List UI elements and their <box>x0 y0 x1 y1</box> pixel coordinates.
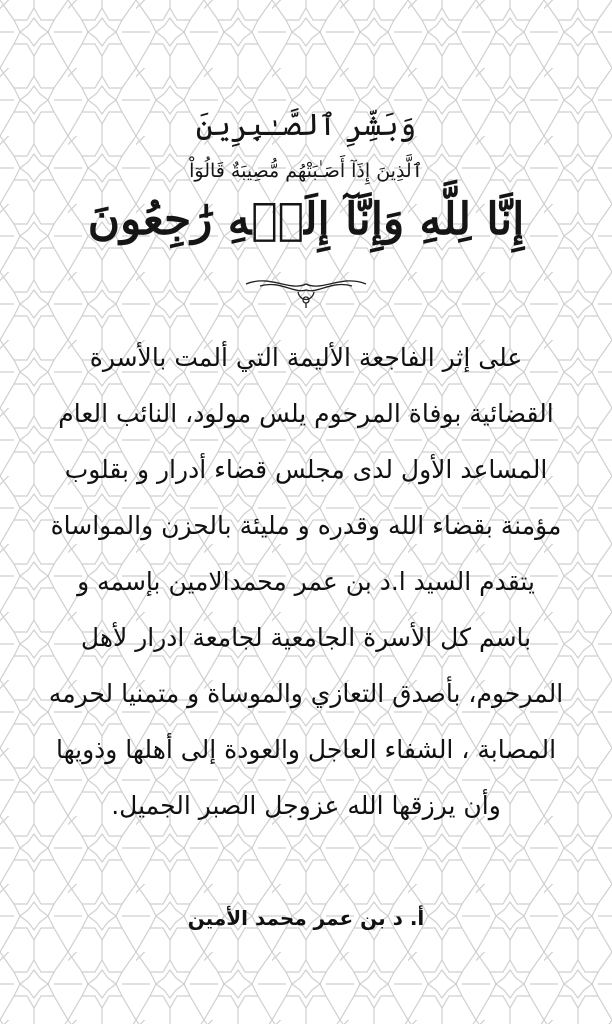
message-line: على إثر الفاجعة الأليمة التي ألمت بالأسرة <box>89 343 523 372</box>
quran-verse-line-2: ٱلَّذِينَ إِذَآ أَصَـٰبَتْهُم مُّصِيبَةٌ قَالُوٓاْ <box>189 160 423 182</box>
message-line: مؤمنة بقضاء الله وقدره و مليئة بالحزن والمواساة <box>50 511 562 540</box>
message-line: المساعد الأول لدى مجلس قضاء أدرار و بقلوب <box>64 455 548 484</box>
quran-verse-line-3: إِنَّا لِلَّهِ وَإِنَّآ إِلَيۡهِ رَٰجِعُونَ <box>87 194 525 245</box>
quran-verse-line-1: وَبَشِّرِ ٱلصَّـٰبِرِينَ <box>195 108 417 143</box>
message-line: القضائية بوفاة المرحوم يلس مولود، النائب العام <box>58 399 554 428</box>
message-line: وأن يرزقها الله عزوجل الصبر الجميل. <box>111 791 501 820</box>
message-line: المصابة ، الشفاء العاجل والعودة إلى أهلها وذويها <box>55 735 557 764</box>
condolence-message <box>32 330 580 834</box>
message-line: باسم كل الأسرة الجامعية لجامعة ادرار لأهل <box>80 623 532 652</box>
message-line: المرحوم، بأصدق التعازي والموساة و متمنيا لحرمه <box>48 679 564 708</box>
message-line: يتقدم السيد ا.د بن عمر محمدالامين بإسمه و <box>77 567 535 596</box>
ornament-divider-icon <box>240 270 372 310</box>
signature: أ. د بن عمر محمد الأمين <box>187 906 425 930</box>
